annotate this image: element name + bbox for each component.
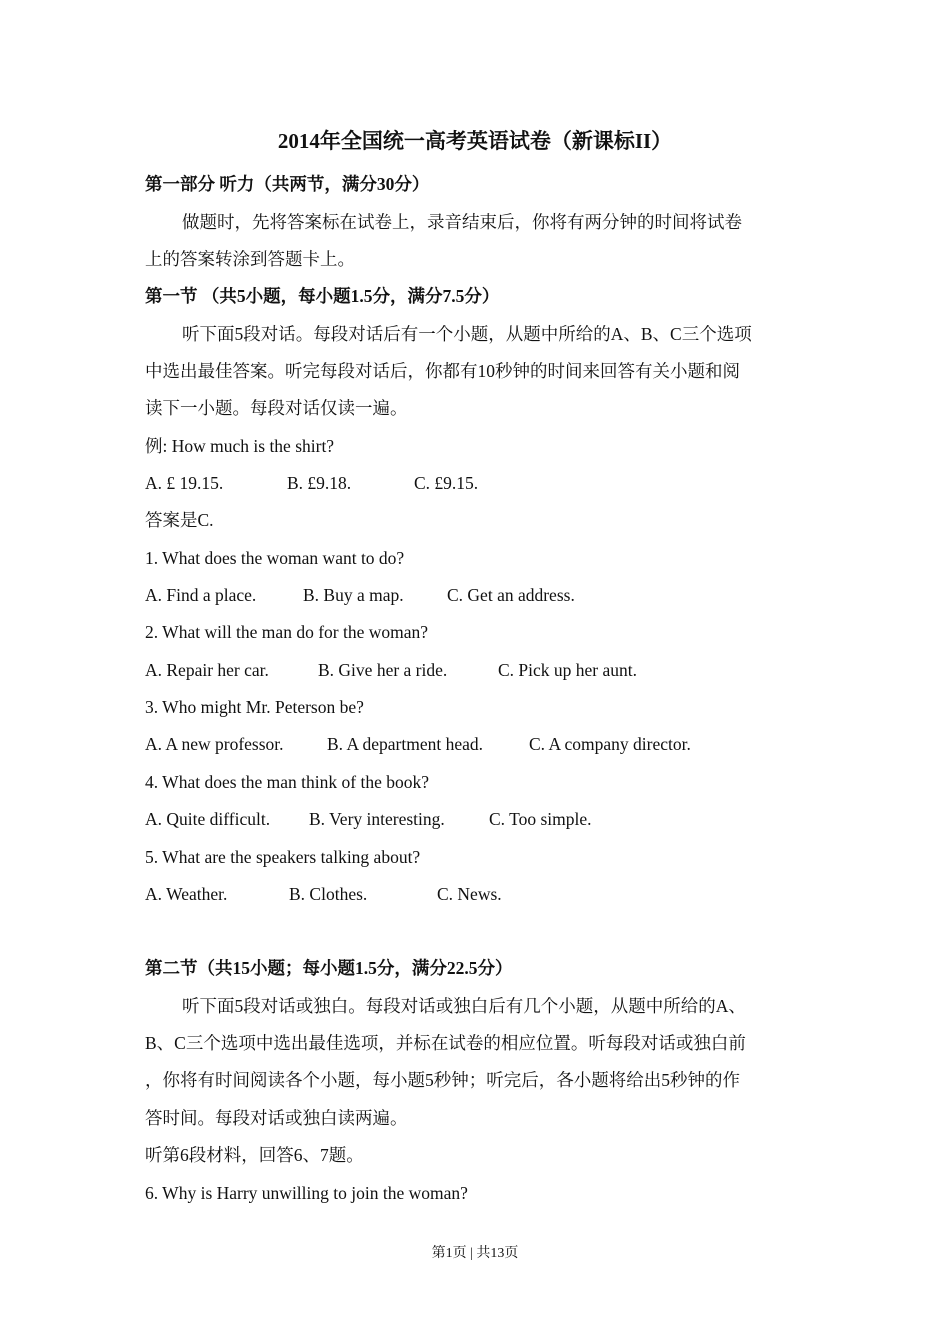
option: B. Clothes. — [289, 884, 368, 904]
question-options — [145, 658, 745, 682]
option: C. Too simple. — [489, 809, 592, 829]
example-answer: 答案是C. — [145, 510, 214, 530]
question-options — [145, 807, 745, 831]
material-instruction: 听第6段材料，回答6、7题。 — [145, 1145, 364, 1165]
section1-intro-line: 读下一小题。每段对话仅读一遍。 — [145, 398, 408, 418]
option: A. £ 19.15. — [145, 473, 224, 493]
page-number: 第1页 | 共13页 — [431, 1246, 519, 1261]
section1-intro-line: 中选出最佳答案。听完每段对话后，你都有10秒钟的时间来回答有关小题和阅 — [145, 361, 740, 381]
part1-heading: 第一部分 听力（共两节，满分30分） — [145, 174, 430, 194]
option: B. Buy a map. — [303, 585, 404, 605]
section2-intro-line: 听下面5段对话或独白。每段对话或独白后有几个小题，从题中所给的A、 — [182, 996, 746, 1016]
question-options — [145, 732, 785, 756]
option: A. Weather. — [145, 884, 228, 904]
option: C. Get an address. — [447, 585, 575, 605]
question: 6. Why is Harry unwilling to join the woman? — [145, 1183, 468, 1203]
section1-heading: 第一节 （共5小题，每小题1.5分，满分7.5分） — [145, 286, 500, 306]
question: 3. Who might Mr. Peterson be? — [145, 697, 364, 717]
section2-intro-line: 答时间。每段对话或独白读两遍。 — [145, 1108, 408, 1128]
option: C. £9.15. — [414, 473, 479, 493]
question-options — [145, 583, 745, 607]
option: A. A new professor. — [145, 734, 284, 754]
part1-intro-line: 上的答案转涂到答题卡上。 — [145, 249, 355, 269]
option: A. Quite difficult. — [145, 809, 271, 829]
option: B. £9.18. — [287, 473, 352, 493]
part1-intro-line: 做题时，先将答案标在试卷上，录音结束后，你将有两分钟的时间将试卷 — [182, 212, 742, 232]
example-options — [145, 471, 745, 495]
option: A. Find a place. — [145, 585, 257, 605]
option: C. A company director. — [529, 734, 691, 754]
option: B. A department head. — [327, 734, 484, 754]
question: 2. What will the man do for the woman? — [145, 622, 429, 642]
question: 1. What does the woman want to do? — [145, 548, 405, 568]
page-title: 2014年全国统一高考英语试卷（新课标II） — [277, 129, 673, 153]
section2-intro-line: ，你将有时间阅读各个小题，每小题5秒钟；听完后，各小题将给出5秒钟的作 — [145, 1070, 740, 1090]
option: B. Very interesting. — [309, 809, 445, 829]
section1-intro-line: 听下面5段对话。每段对话后有一个小题，从题中所给的A、B、C三个选项 — [182, 324, 752, 344]
question: 5. What are the speakers talking about? — [145, 847, 421, 867]
option: C. News. — [437, 884, 502, 904]
option: B. Give her a ride. — [318, 660, 448, 680]
question: 4. What does the man think of the book? — [145, 772, 429, 792]
question-options — [145, 882, 745, 906]
example-question: 例: How much is the shirt? — [145, 436, 335, 456]
option: C. Pick up her aunt. — [498, 660, 638, 680]
section2-heading: 第二节（共15小题；每小题1.5分，满分22.5分） — [145, 958, 513, 978]
option: A. Repair her car. — [145, 660, 269, 680]
section2-intro-line: B、C三个选项中选出最佳选项，并标在试卷的相应位置。听每段对话或独白前 — [145, 1033, 746, 1053]
